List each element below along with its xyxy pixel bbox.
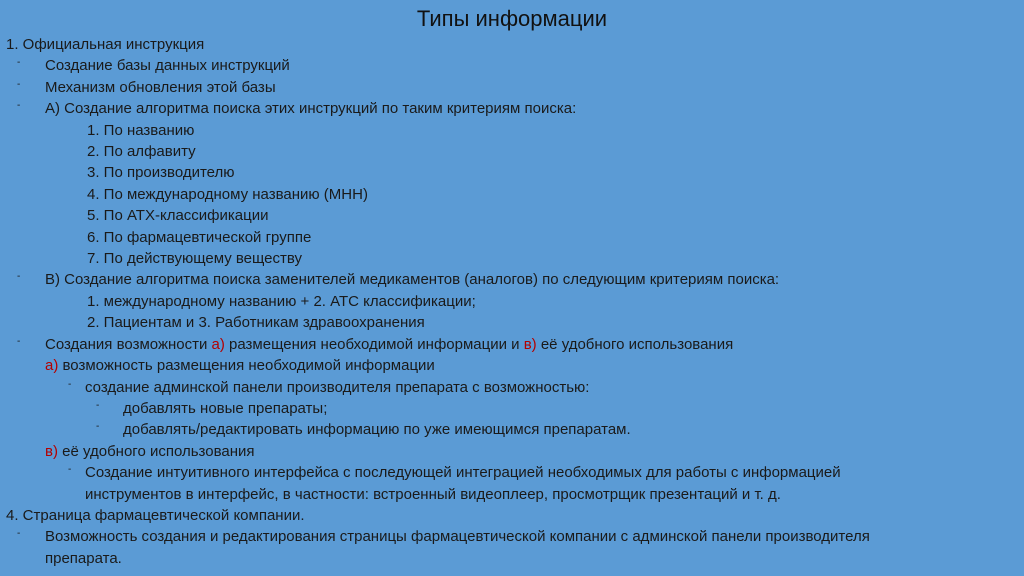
list-item: 5. По АТХ-классификации	[87, 207, 269, 225]
list-item: 4. Страница фармацевтической компании.	[6, 506, 305, 524]
marker-v: в)	[523, 335, 537, 353]
marker-v: в)	[45, 442, 58, 460]
list-item: - добавлять/редактировать информацию по уже имеющимся препаратам.	[6, 419, 1018, 440]
bullet-dash-icon: -	[96, 421, 100, 433]
list-item: 6. По фармацевтической группе	[87, 228, 312, 246]
list-item: - А) Создание алгоритма поиска этих инструкций по таким критериям поиска:	[6, 98, 1018, 119]
list-item: 1. По названию	[87, 121, 195, 139]
bullet-dash-icon: -	[96, 399, 100, 411]
bullet-dash-icon: -	[17, 78, 21, 90]
list-item: - Создание базы данных инструкций	[6, 55, 1018, 76]
list-item: - добавлять новые препараты;	[6, 398, 1018, 419]
list-item: - В) Создание алгоритма поиска заменителей медикаментов (аналогов) по следующим критериям поиска:	[6, 269, 1018, 290]
list-item: - Механизм обновления этой базы	[6, 77, 1018, 98]
bullet-dash-icon: -	[68, 378, 72, 390]
list-item: 1. международному названию + 2. АТС классификации;	[87, 292, 476, 310]
bullet-dash-icon: -	[68, 464, 72, 476]
list-item: 2. Пациентам и 3. Работникам здравоохранения	[87, 314, 425, 332]
bullet-dash-icon: -	[17, 528, 21, 540]
list-item-continuation: инструментов в интерфейс, в частности: встроенный видеоплеер, просмотрщик презентаций и т. д.	[85, 485, 781, 503]
list-item: 7. По действующему веществу	[87, 250, 303, 268]
bullet-dash-icon: -	[17, 100, 21, 112]
slide-title: Типы информации	[416, 6, 608, 31]
bullet-dash-icon: -	[17, 57, 21, 69]
list-item: 2. По алфавиту	[87, 143, 196, 161]
list-item: в) её удобного использования	[45, 442, 255, 460]
list-item: 4. По международному названию (МНН)	[87, 185, 368, 203]
slide-content	[6, 34, 1018, 569]
list-item: 3. По производителю	[87, 164, 235, 182]
list-item: - Возможность создания и редактирования страницы фармацевтической компании с админской панели производителя	[6, 526, 1018, 547]
list-item: - создание админской панели производителя препарата с возможностью:	[6, 377, 1018, 398]
marker-a: а)	[211, 335, 225, 353]
list-item: - Создание интуитивного интерфейса с последующей интеграцией необходимых для работы с информацией	[6, 462, 1018, 483]
marker-a: а)	[45, 357, 59, 375]
list-item: а) возможность размещения необходимой информации	[45, 357, 435, 375]
list-item: - Создания возможности а) размещения необходимой информации и в) её удобного использования	[6, 334, 1018, 355]
bullet-dash-icon: -	[17, 335, 21, 347]
list-item-continuation: препарата.	[45, 549, 122, 567]
bullet-dash-icon: -	[17, 271, 21, 283]
list-item: 1. Официальная инструкция	[6, 36, 205, 53]
